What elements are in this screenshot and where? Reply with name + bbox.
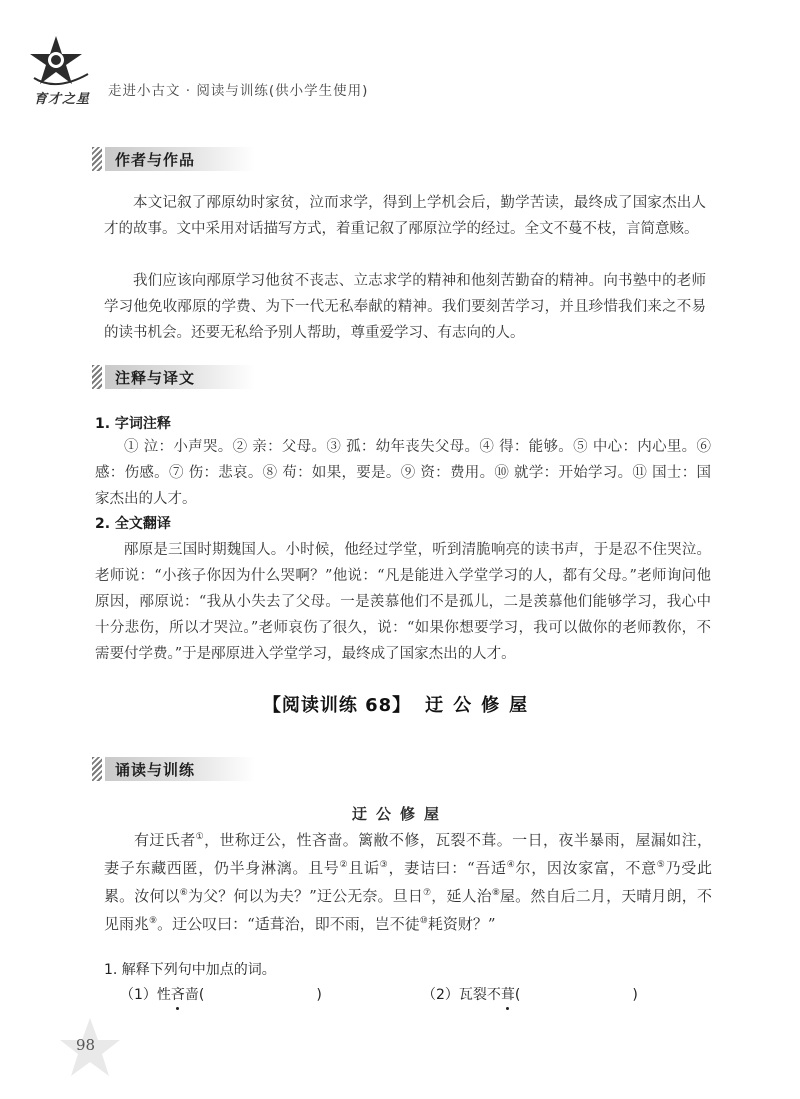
heading-stripes: [92, 147, 102, 171]
star-logo-icon: [26, 34, 96, 94]
notes-subheading: 1. 字词注释: [95, 416, 171, 432]
section-heading-label: 作者与作品: [105, 147, 255, 171]
question-1-item-1: （1）性吝啬( ): [120, 984, 322, 1004]
translation-subheading: 2. 全文翻译: [95, 516, 171, 532]
brand-name: 育才之星: [34, 92, 91, 107]
lesson-label: 【阅读训练 68】: [262, 695, 412, 716]
section-heading-reading-training: [92, 755, 255, 783]
page-number: 98: [76, 1036, 96, 1054]
word-notes-text: ① 泣：小声哭。② 亲：父母。③ 孤：幼年丧失父母。④ 得：能够。⑤ 中心：内心里。⑥ 感：伤感。⑦ 伤：悲哀。⑧ 苟：如果，要是。⑨ 资：费用。⑩ 就学：开始学习。⑪ 国士：国家杰出的人才。: [95, 439, 711, 507]
story-text: 有迂氏者①，世称迂公，性吝啬。篱敝不修，瓦裂不葺。一日，夜半暴雨，屋漏如注，妻子东藏西匿，仍半身淋漓。且号②且诟③，妻诘曰：“吾适④尔，因汝家富，不意⑤乃受此累。汝何以⑥为父？何以为夫？”迂公无奈。旦日⑦，延人治⑧屋。然自后二月，天晴月朗，不见雨兆⑨。迂公叹曰：“适葺治，即不雨，岂不徒⑩耗资财？”: [104, 831, 712, 933]
book-title: 走进小古文 · 阅读与训练(供小学生使用): [108, 83, 369, 99]
story-title: 迂公修屋: [351, 805, 448, 823]
question-1: 1. 解释下列句中加点的词。: [104, 962, 276, 978]
lesson-title: [0, 691, 800, 717]
author-paragraph-2: 我们应该向邴原学习他贫不丧志、立志求学的精神和他刻苦勤奋的精神。向书塾中的老师学习他免收邴原的学费、为下一代无私奉献的精神。我们要刻苦学习，并且珍惜我们来之不易的读书机会。还要无私给予别人帮助，尊重爱学习、有志向的人。: [104, 273, 706, 341]
author-paragraph-1: 本文记叙了邴原幼时家贫，泣而求学，得到上学机会后，勤学苦读，最终成了国家杰出人才的故事。文中采用对话描写方式，着重记叙了邴原泣学的经过。全文不蔓不枝，言简意赅。: [104, 195, 706, 237]
question-1-item-2: （2）瓦裂不葺( ): [422, 984, 638, 1004]
heading-stripes: [92, 757, 102, 781]
lesson-name: 迂公修屋: [425, 695, 538, 716]
section-heading-author-works: [92, 145, 255, 173]
heading-stripes: [92, 365, 102, 389]
section-heading-label: 诵读与训练: [105, 757, 255, 781]
full-translation-text: 邴原是三国时期魏国人。小时候，他经过学堂，听到清脆响亮的读书声，于是忍不住哭泣。老师说：“小孩子你因为什么哭啊？”他说：“凡是能进入学堂学习的人，都有父母。”老师询问他原因，邴原说：“我从小失去了父母。一是羡慕他们不是孤儿，二是羡慕他们能够学习，我心中十分悲伤，所以才哭泣。”老师哀伤了很久，说：“如果你想要学习，我可以做你的老师教你，不需要付学费。”于是邴原进入学堂学习，最终成了国家杰出的人才。: [95, 542, 711, 662]
section-heading-label: 注释与译文: [105, 365, 255, 389]
section-heading-notes-translation: [92, 363, 255, 391]
